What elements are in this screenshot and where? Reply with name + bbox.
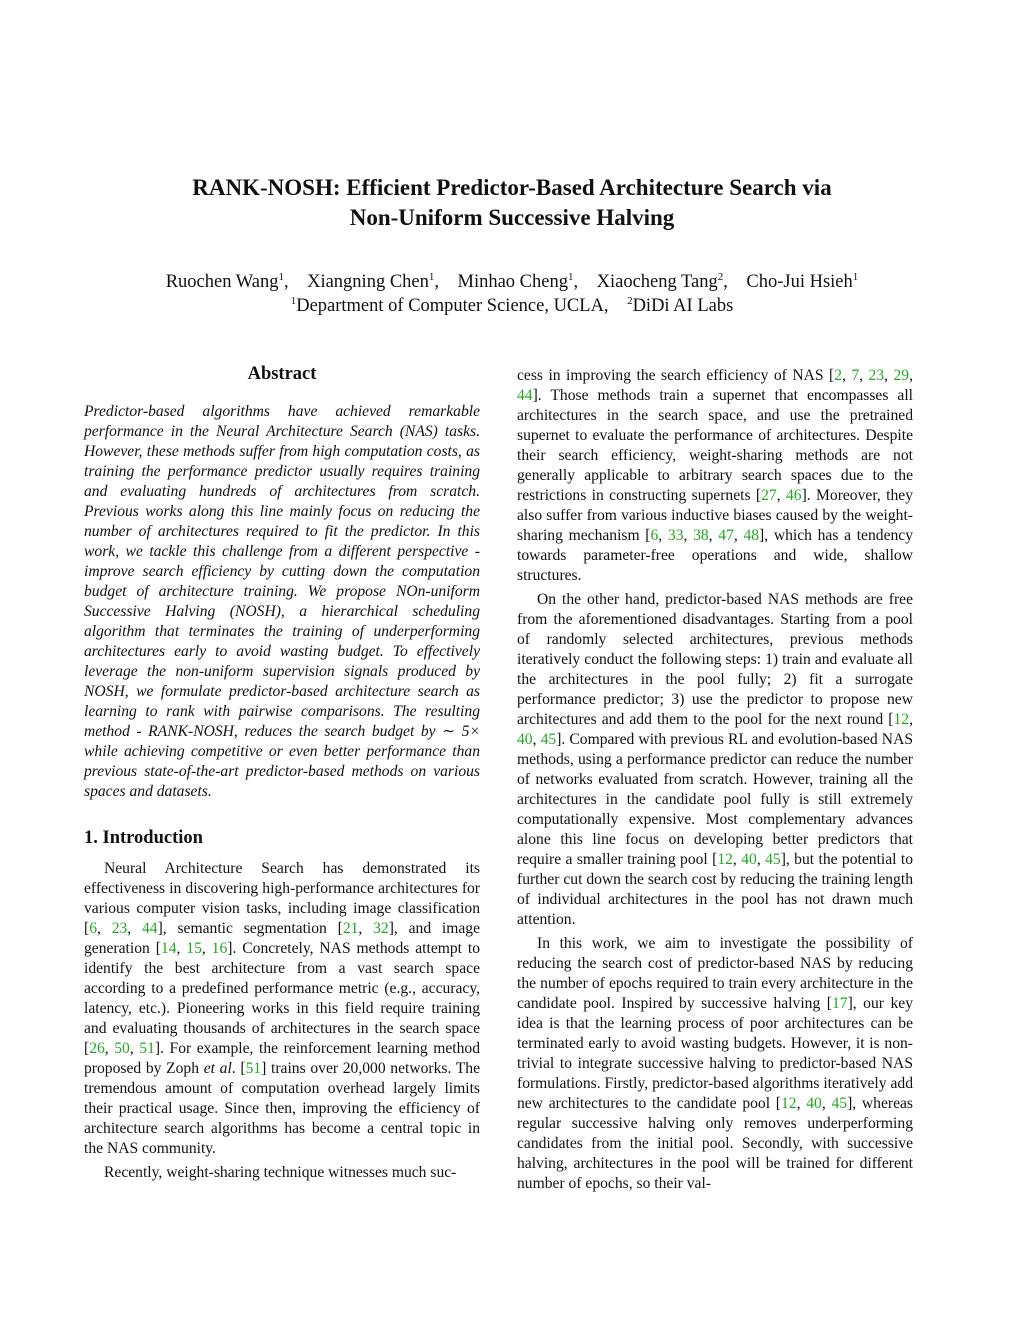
author-name: Minhao Cheng$^1$ [457,271,574,292]
author-affiliation-mark: 1 [428,271,435,283]
citation-link[interactable]: 38 [693,527,709,544]
citation-link[interactable]: 6 [89,920,97,937]
citation-link[interactable]: 50 [114,1040,130,1057]
intro-paragraph-2-start: Recently, weight-sharing technique witnesses much suc- [104,1164,457,1181]
citation-link[interactable]: 23 [111,920,128,937]
citation-link[interactable]: 21 [342,920,359,937]
paper-title-line-2: Non-Uniform Successive Halving [349,205,675,230]
affiliation-number: 2 [627,295,633,307]
citation-link[interactable]: 45 [765,851,781,868]
citation-link[interactable]: 12 [780,1095,797,1112]
citation-link[interactable]: 23 [868,367,885,384]
author-affiliation-mark: 1 [567,271,574,283]
author-affiliation-mark: 1 [852,271,859,283]
citation-link[interactable]: 27 [761,487,777,504]
citation-link[interactable]: 15 [186,940,202,957]
citation-link[interactable]: 45 [540,731,557,748]
citation-link[interactable]: 16 [211,940,228,957]
citation-link[interactable]: 47 [718,527,734,544]
affiliation-number: 1 [290,295,297,307]
intro-paragraph-1: Neural Architecture Search has demonstrated its effectiveness in discovering high-performance architectures for various computer vision tasks, including image classification [6, 23, 44], semantic segmentation [21, 32], and image generation [14, 15, 16]. Concretely, NAS methods attempt to identify the best architecture from a vast search space according to a predefined performance metric (e.g., accuracy, latency, etc.). Pioneering works in this field require training and evaluating thousands of architectures in the search space [26, 50, 51]. For example, the reinforcement learning method proposed by Zoph et al. [51] trains over 20,000 networks. The tremendous amount of computation overhead largely limits their practical usage. Since then, improving the efficiency of architecture search algorithms has become a central topic in the NAS community. [84,860,481,1157]
author-affiliation-mark: 1 [278,271,284,283]
intro-paragraph-4: In this work, we aim to investigate the possibility of reducing the search cost of predictor-based NAS by reducing the number of epochs required to train every architecture in the candidate pool. Inspired by successive halving [17], our key idea is that the learning process of poor architectures can be terminated early to avoid wasting budgets. However, it is non-trivial to integrate successive halving to predictor-based NAS formulations. Firstly, predictor-based algorithms iteratively add new architectures to the candidate pool [12, 40, 45], whereas regular successive halving only removes underperforming candidates from the initial pool. Secondly, with successive halving, architectures in the pool will be trained for different number of epochs, so their val- [517,935,914,1192]
abstract-body: Predictor-based algorithms have achieved remarkable performance in the Neural Architecture Search (NAS) tasks. However, these methods suffer from high computation costs, as training the performance predictor usually requires training and evaluating hundreds of architectures from scratch. Previous works along this line mainly focus on reducing the number of architectures required to fit the predictor. In this work, we tackle this challenge from a different perspective - improve search efficiency by cutting down the computation budget of architecture training. We propose NOn-uniform Successive Halving (NOSH), a hierarchical scheduling algorithm that terminates the training of underperforming architectures early to avoid wasting budget. To effectively leverage the non-uniform supervision signals produced by NOSH, we formulate predictor-based architecture search as learning to rank with pairwise comparisons. The resulting method - RANK-NOSH, reduces the search budget by ∼ 5× while achieving competitive or even better performance than previous state-of-the-art predictor-based methods on various spaces and datasets. [84,403,480,800]
affiliation-list [80,294,944,319]
citation-link[interactable]: 33 [667,527,684,544]
citation-link[interactable]: 44 [142,920,158,937]
left-column [84,362,480,1187]
citation-link[interactable]: 46 [785,487,802,504]
italic-text: et al [203,1060,232,1077]
author-name: Cho-Jui Hsieh$^1$ [746,271,859,292]
citation-link[interactable]: 51 [139,1040,155,1057]
paper-title [112,173,912,233]
citation-link[interactable]: 40 [741,851,757,868]
author-affiliation-mark: 2 [717,271,724,283]
author-name: Ruochen Wang$^1$ [165,271,284,292]
citation-link[interactable]: 51 [245,1060,262,1077]
citation-link[interactable]: 26 [89,1040,105,1057]
citation-link[interactable]: 44 [517,387,533,404]
citation-link[interactable]: 48 [743,527,760,544]
citation-link[interactable]: 32 [373,920,389,937]
author-name: Xiaocheng Tang$^2$ [596,271,724,292]
citation-link[interactable]: 40 [517,731,533,748]
citation-link[interactable]: 7 [851,367,860,384]
citation-link[interactable]: 29 [893,367,910,384]
intro-paragraph-3: On the other hand, predictor-based NAS methods are free from the aforementioned disadvantages. Starting from a pool of randomly selected architectures, previous methods iteratively conduct the following steps: 1) train and evaluate all the architectures in the pool fully; 2) fit a surrogate performance predictor; 3) use the predictor to propose new architectures and add them to the pool for the next round [12, 40, 45]. Compared with previous RL and evolution-based NAS methods, using a performance predictor can reduce the number of networks evaluated from scratch. However, training all the architectures in the candidate pool fully is still extremely computationally expensive. Most complementary advances alone this line focus on developing better predictors that require a smaller training pool [12, 40, 45], but the potential to further cut down the search cost by reducing the training length of individual architectures in the pool has not drawn much attention. [517,591,914,928]
citation-link[interactable]: 2 [834,367,842,384]
citation-link[interactable]: 45 [831,1095,848,1112]
affiliation: $^2$DiDi AI Labs [627,295,734,316]
paper-title-line-1: RANK-NOSH: Efficient Predictor-Based Architecture Search via [192,175,832,200]
citation-link[interactable]: 6 [650,527,659,544]
citation-link[interactable]: 17 [831,995,848,1012]
intro-paragraph-2-cont: cess in improving the search efficiency of NAS [2, 7, 23, 29, 44]. Those methods train a supernet that encompasses all architectures in the search space, and use the pretrained supernet to evaluate the performance of architectures. Despite their search efficiency, weight-sharing methods are not generally applicable to arbitrary search spaces due to the restrictions in constructing supernets [27, 46]. Moreover, they also suffer from various inductive biases caused by the weight-sharing mechanism [6, 33, 38, 47, 48], which has a tendency towards parameter-free operations and wide, shallow structures. [517,367,914,584]
citation-link[interactable]: 12 [893,711,910,728]
citation-link[interactable]: 14 [160,940,177,957]
author-list: Ruochen Wang$^1$, Xiangning Chen$^1$, Minhao Cheng$^1$, Xiaocheng Tang$^2$, Cho-Jui Hsieh$^1$ [165,271,859,292]
introduction-heading: 1. Introduction [84,828,203,848]
author-name: Xiangning Chen$^1$ [307,271,435,292]
citation-link[interactable]: 12 [717,851,733,868]
affiliation: $^1$Department of Computer Science, UCLA, [290,295,609,316]
citation-link[interactable]: 40 [806,1095,822,1112]
abstract-heading: Abstract [247,364,317,384]
right-column [517,366,913,1198]
